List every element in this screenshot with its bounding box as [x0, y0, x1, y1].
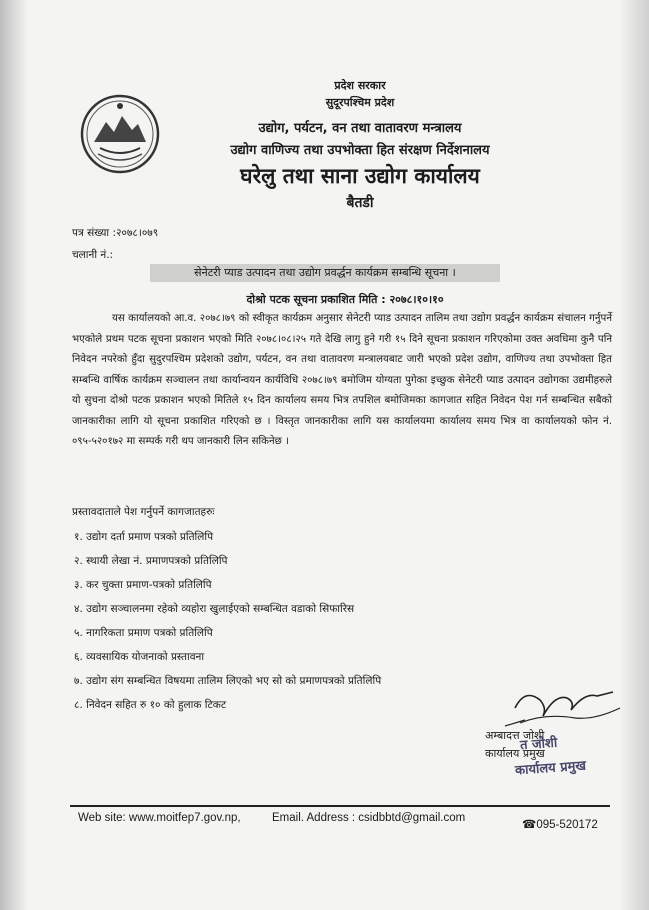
list-item: ७. उद्योग संग सम्बन्धित विषयमा तालिम लिएको भए सो को प्रमाणपत्रको प्रतिलिपि — [74, 675, 382, 687]
signatory-name: अम्बादत्त जोशी — [485, 729, 545, 742]
signatory-title: कार्यालय प्रमुख — [485, 747, 545, 760]
office-location: बैतडी — [346, 195, 374, 211]
official-stamp-line-2: कार्यालय प्रमुख — [514, 758, 587, 779]
list-item: २. स्थायी लेखा नं. प्रमाणपत्रको प्रतिलिपि — [74, 555, 228, 567]
list-item: ८. निवेदन सहित रु १० को हुलाक टिकट — [74, 699, 227, 711]
list-item: ६. व्यवसायिक योजनाको प्रस्तावना — [74, 651, 205, 663]
letter-number: पत्र संख्या :२०७८।०७९ — [72, 227, 159, 239]
scan-shadow-left — [0, 0, 28, 910]
list-item: ३. कर चुक्ता प्रमाण-पत्रको प्रतिलिपि — [74, 579, 212, 591]
footer-divider — [70, 805, 610, 807]
footer-website: Web site: www.moitfep7.gov.np, — [78, 812, 241, 824]
notice-body-text: यस कार्यालयको आ.व. २०७८।७९ को स्वीकृत कार्यक्रम अनुसार सेनेटरी प्याड उत्पादन तालिम तथा उद्योग प्रवर्द्धन कार्यक्रम संचालन गर्नुपर्ने भएकोले प्रथम पटक सूचना प्रकाशन भएको मिति २०७८।०८।२५ गते देखि लागु हुने गरी १५ दिने सूचना प्रकाशन गरिएकोमा उक्त अवधिमा कुनै पनि निवेदन नपरेको हुँदा सुदुरपश्चिम प्रदेशको उद्योग, पर्यटन, वन तथा वातावरण मन्त्रालयबाट जारी भएको प्रदेश उद्योग, वाणिज्य तथा उपभोक्ता हित सम्बन्धि वार्षिक कार्यक्रम सञ्चालन तथा कार्यान्वयन कार्यविधि २०७८।७९ बमोजिम योग्यता पुगेका इच्छुक सेनेटरी प्याड उत्पादन उद्योगका उद्यमीहरुले यो सुचना दोश्रो पटक प्रकाशन भएको मितिले १५ दिन कार्यालय समय भित्र तपशिल बमोजिमका कागजात सहित निवेदन पेश गर्न सम्बन्धित सबैको जानकारीका लागि यो सूचना प्रकाशित गरिएको छ । विस्तृत जानकारीका लागि यस कार्यालयमा कार्यालय समय भित्र वा कार्यालयको फोन नं. ०९५-५२०१७२ मा सम्पर्क गरी थप जानकारी लिन सकिनेछ । — [72, 313, 612, 447]
published-date: दोश्रो पटक सूचना प्रकाशित मिति : २०७८।१०।१० — [246, 293, 444, 306]
header-line-1: प्रदेश सरकार — [334, 79, 386, 92]
header-line-2: सुदूरपश्चिम प्रदेश — [325, 96, 395, 109]
directorate-name: उद्योग वाणिज्य तथा उपभोक्ता हित संरक्षण निर्देशनालय — [230, 143, 490, 158]
list-item: १. उद्योग दर्ता प्रमाण पत्रको प्रतिलिपि — [74, 531, 214, 543]
dispatch-number: चलानी नं.: — [72, 249, 114, 261]
notice-subject: सेनेटरी प्याड उत्पादन तथा उद्योग प्रवर्द्धन कार्यक्रम सम्बन्धि सूचना । — [150, 264, 500, 282]
documents-intro: प्रस्तावदाताले पेश गर्नुपर्ने कागजातहरुः — [72, 506, 215, 518]
list-item: ४. उद्योग सञ्चालनमा रहेको व्यहोरा खुलाईएको सम्बन्धित वडाको सिफारिस — [74, 603, 355, 615]
footer-email: Email. Address : csidbbtd@gmail.com — [272, 812, 466, 824]
official-stamp-line-1: त जोशी — [519, 735, 558, 754]
list-item: ५. नागरिकता प्रमाण पत्रको प्रतिलिपि — [74, 627, 213, 639]
documents-list — [74, 525, 381, 717]
notice-body — [72, 309, 612, 453]
footer-phone: ☎095-520172 — [522, 819, 598, 831]
ministry-name: उद्योग, पर्यटन, वन तथा वातावरण मन्त्रालय — [258, 121, 462, 136]
office-name: घरेलु तथा साना उद्योग कार्यालय — [240, 164, 480, 188]
